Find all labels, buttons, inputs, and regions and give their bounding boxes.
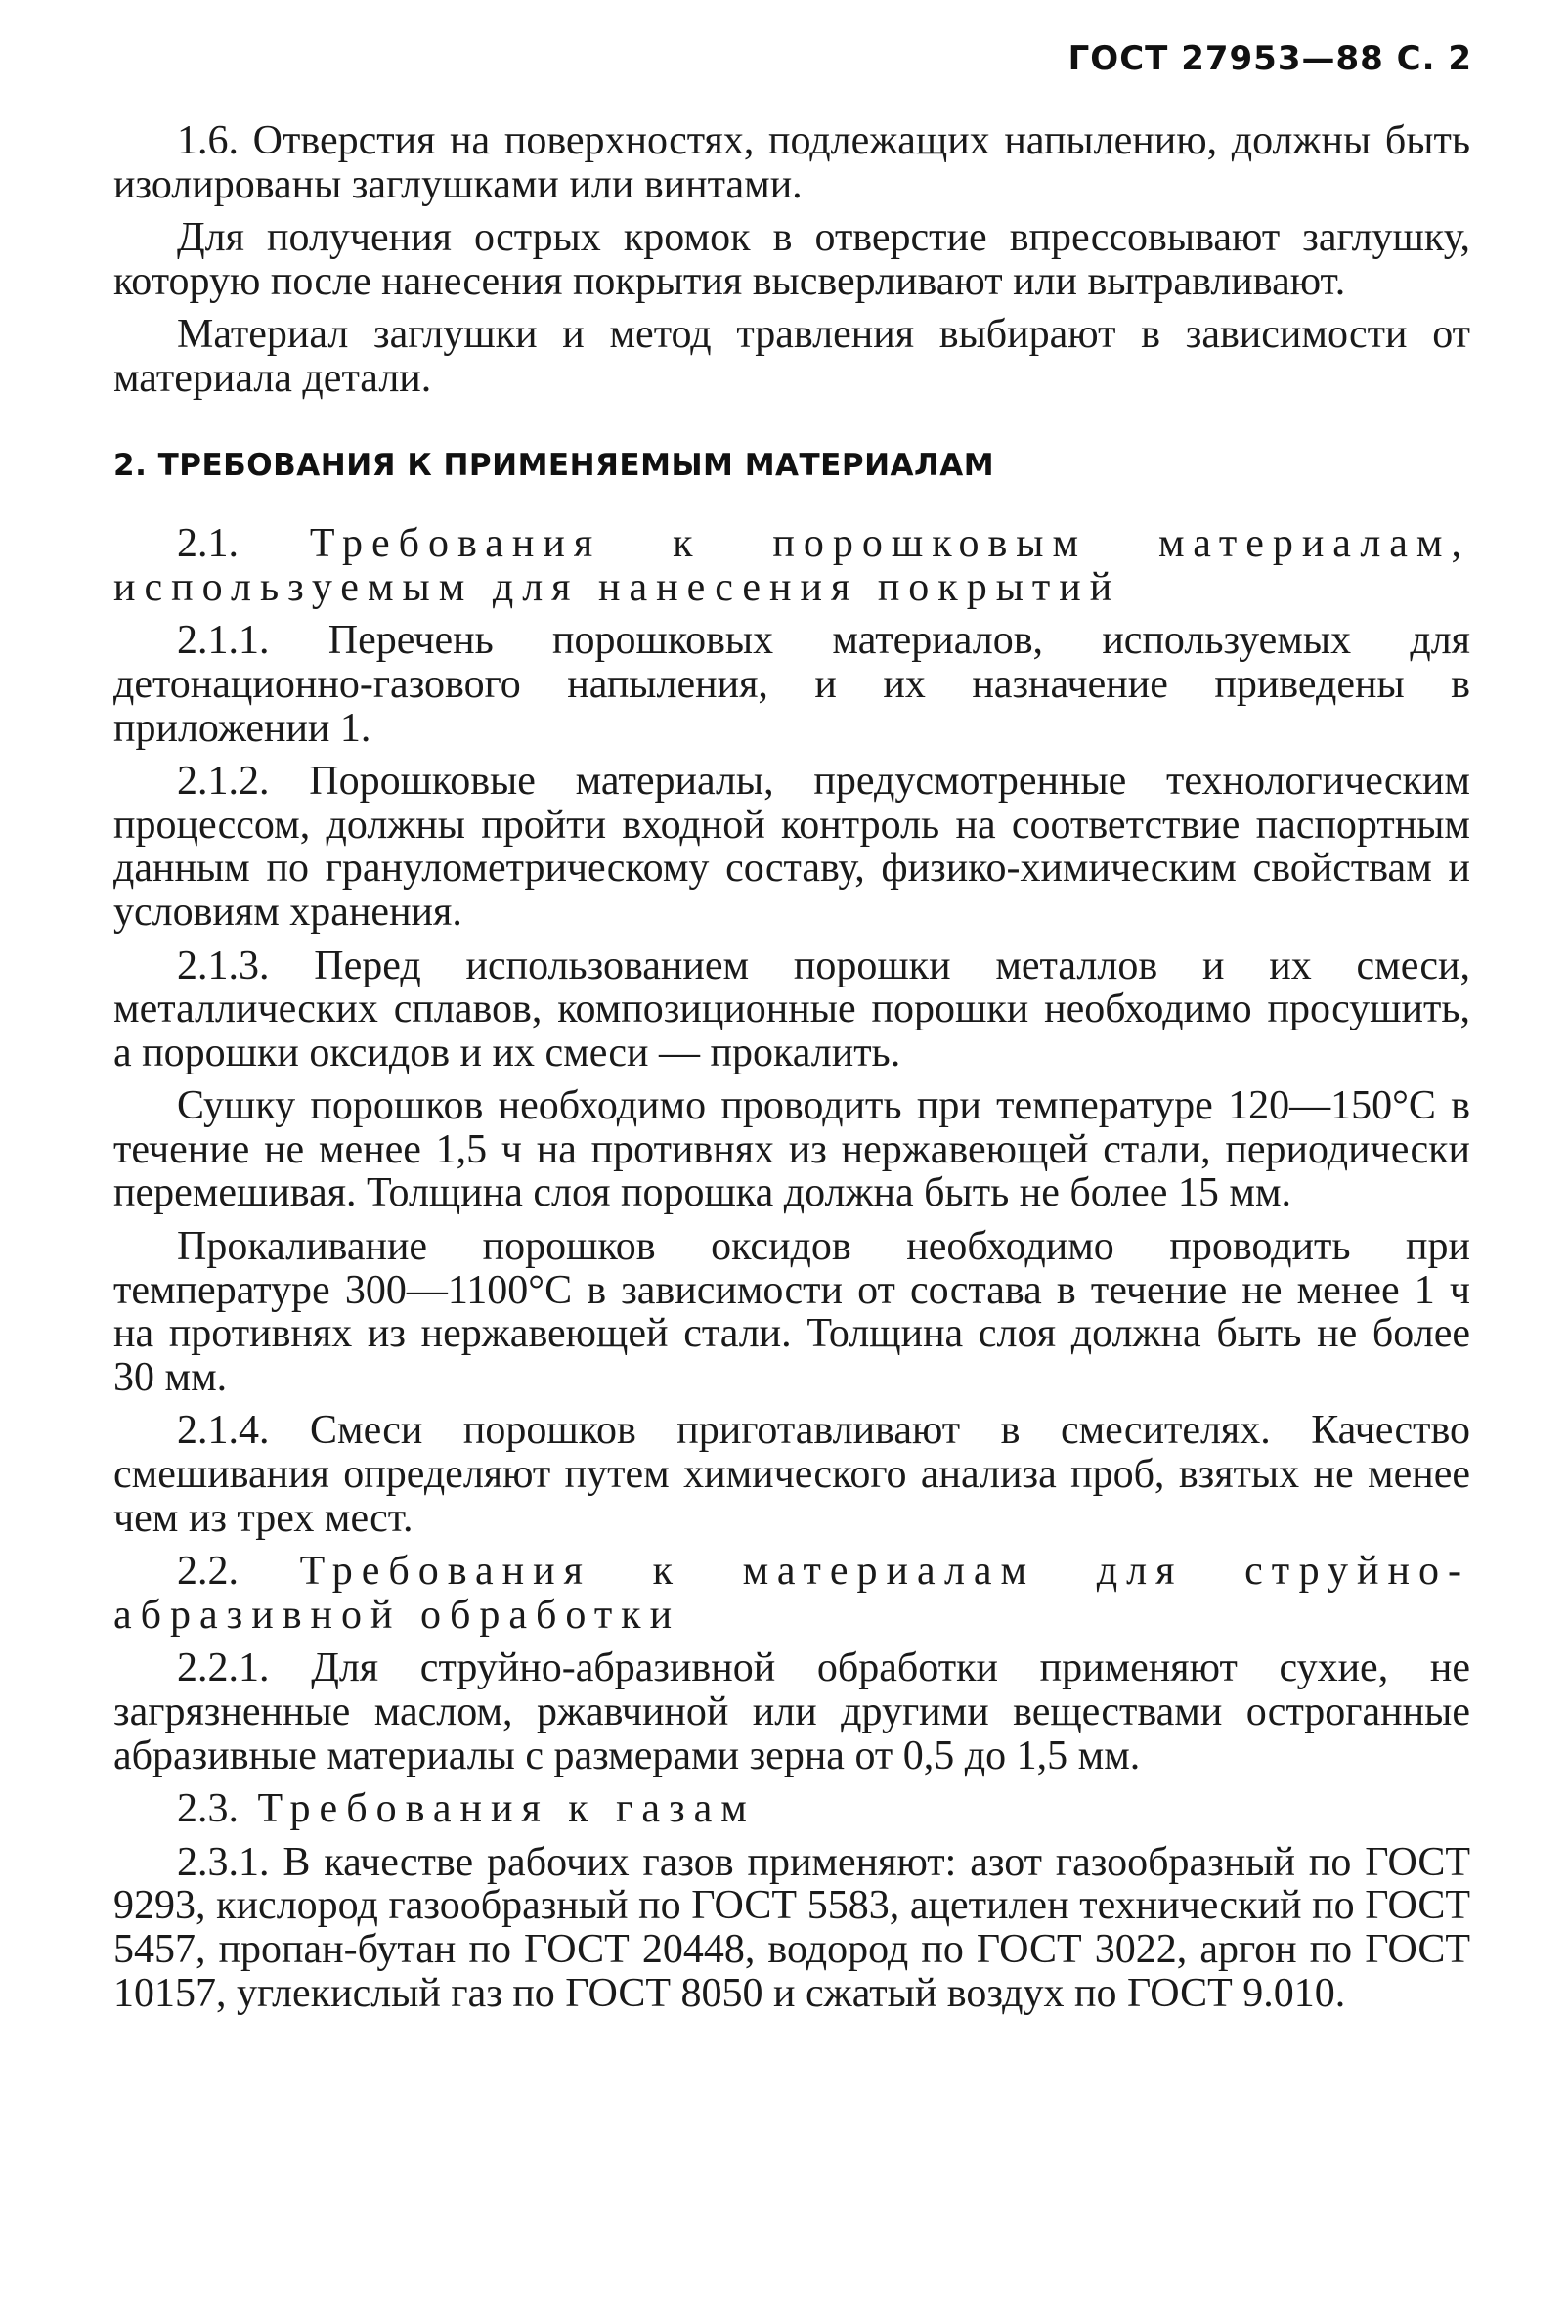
subsection-2-2-number: 2.2.: [177, 1549, 239, 1595]
subsection-2-2-title: Требования к материалам для струйно-абразивной обработки: [113, 1549, 1470, 1638]
paragraph-2-2-1: 2.2.1. Для струйно-абразивной обработки применяют сухие, не загрязненные маслом, ржавчиной или другими веществами остроганные абразивные материалы с размерами зерна от 0,5 до 1,5 мм.: [113, 1645, 1470, 1778]
paragraph-2-1-4: 2.1.4. Смеси порошков приготавливают в смесителях. Качество смешивания определяют путем химического анализа проб, взятых не менее чем из трех мест.: [113, 1408, 1470, 1541]
section-title: 2. ТРЕБОВАНИЯ К ПРИМЕНЯЕМЫМ МАТЕРИАЛАМ: [113, 447, 995, 483]
paragraph-1-6: 1.6. Отверстия на поверхностях, подлежащих напылению, должны быть изолированы заглушками или винтами.: [113, 118, 1470, 207]
subsection-2-1-heading: [113, 522, 1470, 609]
subsection-2-1-title: Требования к порошковым материалам, используемым для нанесения покрытий: [113, 521, 1471, 610]
paragraph-2-1-3-calcination: Прокаливание порошков оксидов необходимо проводить при температуре 300—1100°С в зависимости от состава в течение не менее 1 ч на противнях из нержавеющей стали. Толщина слоя должна быть не более 30 мм.: [113, 1224, 1470, 1400]
subsection-2-3-heading: [113, 1787, 1470, 1831]
paragraph-2-3-1: 2.3.1. В качестве рабочих газов применяют: азот газообразный по ГОСТ 9293, кислород газообразный по ГОСТ 5583, ацетилен технический по ГОСТ 5457, пропан-бутан по ГОСТ 20448, водород по ГОСТ 3022, аргон по ГОСТ 10157, углекислый газ по ГОСТ 8050 и сжатый воздух по ГОСТ 9.010.: [113, 1839, 1470, 2016]
paragraph-2-1-3: 2.1.3. Перед использованием порошки металлов и их смеси, металлических сплавов, композиционные порошки необходимо просушить, а порошки оксидов и их смеси — прокалить.: [113, 943, 1470, 1075]
subsection-2-2-heading: [113, 1550, 1470, 1637]
subsection-2-1-number: 2.1.: [177, 521, 239, 567]
paragraph-1-6-material: Материал заглушки и метод травления выбирают в зависимости от материала детали.: [113, 312, 1470, 401]
paragraph-1-6-plug: Для получения острых кромок в отверстие впрессовывают заглушку, которую после нанесения покрытия высверливают или вытравливают.: [113, 215, 1470, 304]
paragraph-2-1-2: 2.1.2. Порошковые материалы, предусмотренные технологическим процессом, должны пройти входной контроль на соответствие паспортным данным по гранулометрическому составу, физико-химическим свойствам и условиям хранения.: [113, 759, 1470, 935]
subsection-2-3-title: Требования к газам: [257, 1786, 756, 1832]
running-header: ГОСТ 27953—88 С. 2: [1067, 39, 1472, 78]
paragraph-2-1-1: 2.1.1. Перечень порошковых материалов, используемых для детонационно-газового напыления, и их назначение приведены в приложении 1.: [113, 618, 1470, 751]
document-body: [113, 119, 1470, 2025]
paragraph-2-1-3-drying: Сушку порошков необходимо проводить при температуре 120—150°С в течение не менее 1,5 ч на противнях из нержавеющей стали, периодически перемешивая. Толщина слоя порошка должна быть не более 15 мм.: [113, 1083, 1470, 1216]
subsection-2-3-number: 2.3.: [177, 1786, 239, 1832]
